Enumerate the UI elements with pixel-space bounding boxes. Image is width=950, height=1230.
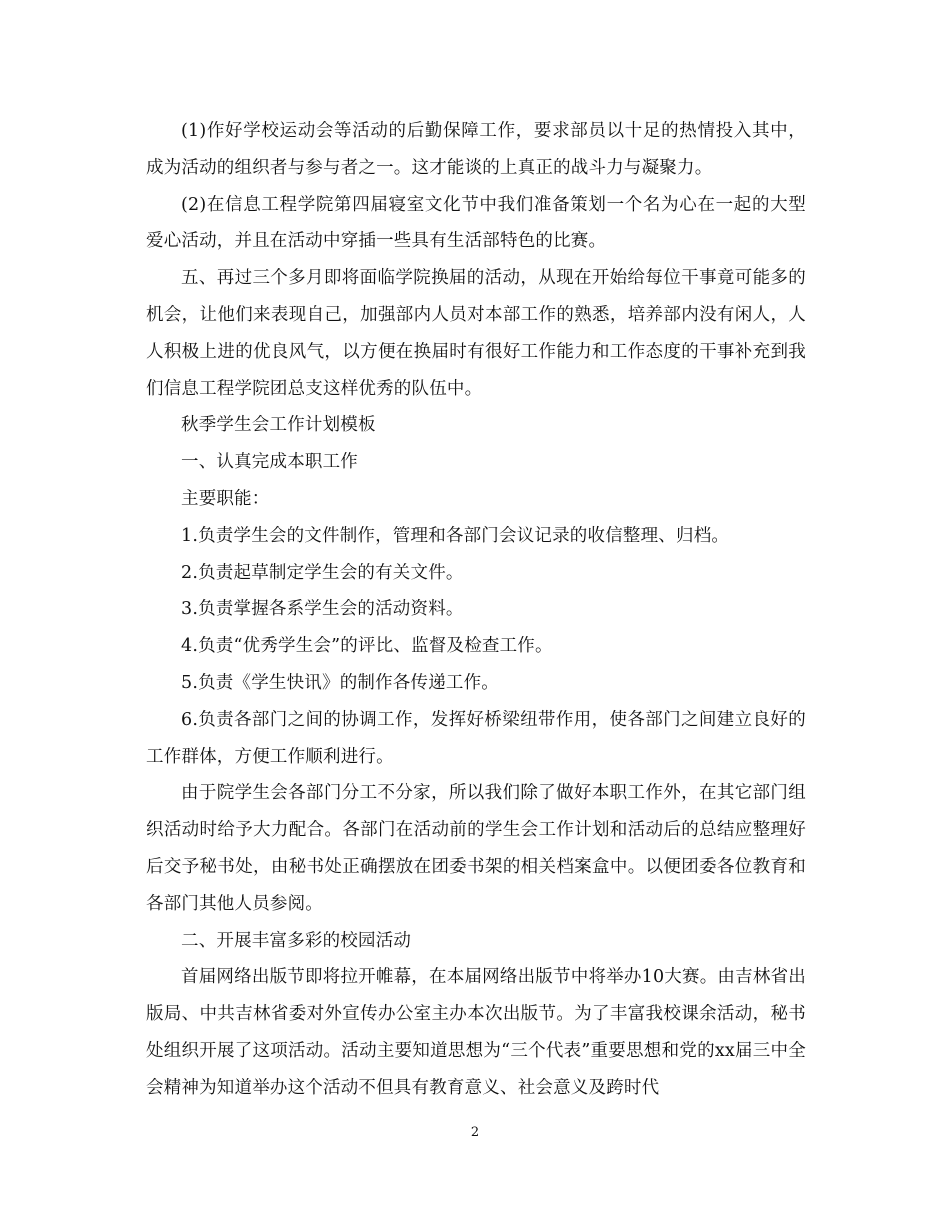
- paragraph-3: 五、再过三个多月即将面临学院换届的活动，从现在开始给每位干事竟可能多的机会，让他们来表现自己，加强部内人员对本部工作的熟悉，培养部内没有闲人，人人积极上进的优良风气，以方便在换届时有很好工作能力和工作态度的干事补充到我们信息工程学院团总支这样优秀的队伍中。: [146, 268, 806, 399]
- paragraph-publishing-festival: 首届网络出版节即将拉开帷幕，在本届网络出版节中将举办10大赛。由吉林省出版局、中共吉林省委对外宣传办公室主办本次出版节。为了丰富我校课余活动，秘书处组织开展了这项活动。活动主要知道思想为“三个代表”重要思想和党的xx届三中全会精神为知道举办这个活动不但具有教育意义、社会意义及跨时代: [146, 967, 806, 1098]
- paragraph-2: (2)在信息工程学院第四届寝室文化节中我们准备策划一个名为心在一起的大型爱心活动，并且在活动中穿插一些具有生活部特色的比赛。: [146, 194, 806, 252]
- duties-label: 主要职能：: [181, 488, 270, 509]
- duty-item-1: 1.负责学生会的文件制作，管理和各部门会议记录的收信整理、归档。: [181, 525, 730, 546]
- paragraph-1: (1)作好学校运动会等活动的后勤保障工作，要求部员以十足的热情投入其中，成为活动的组织者与参与者之一。这才能谈的上真正的战斗力与凝聚力。: [146, 121, 806, 178]
- section-heading-1: 一、认真完成本职工作: [181, 452, 358, 473]
- duty-item-2: 2.负责起草制定学生会的有关文件。: [181, 562, 464, 583]
- page-number: 2: [470, 1125, 480, 1140]
- section-heading-2: 二、开展丰富多彩的校园活动: [181, 930, 412, 951]
- duty-item-5: 5.负责《学生快讯》的制作各传递工作。: [181, 672, 499, 693]
- duty-item-3: 3.负责掌握各系学生会的活动资料。: [181, 599, 464, 620]
- paragraph-cooperation: 由于院学生会各部门分工不分家，所以我们除了做好本职工作外，在其它部门组织活动时给予大力配合。各部门在活动前的学生会工作计划和活动后的总结应整理好后交予秘书处，由秘书处正确摆放在团委书架的相关档案盒中。以便团委各位教育和各部门其他人员参阅。: [146, 783, 806, 914]
- document-body: [146, 113, 806, 1107]
- section-heading-template: 秋季学生会工作计划模板: [181, 415, 376, 436]
- duty-item-4: 4.负责“优秀学生会”的评比、监督及检查工作。: [181, 636, 553, 657]
- duty-item-6: 6.负责各部门之间的协调工作，发挥好桥梁纽带作用，使各部门之间建立良好的工作群体，方便工作顺利进行。: [146, 709, 806, 767]
